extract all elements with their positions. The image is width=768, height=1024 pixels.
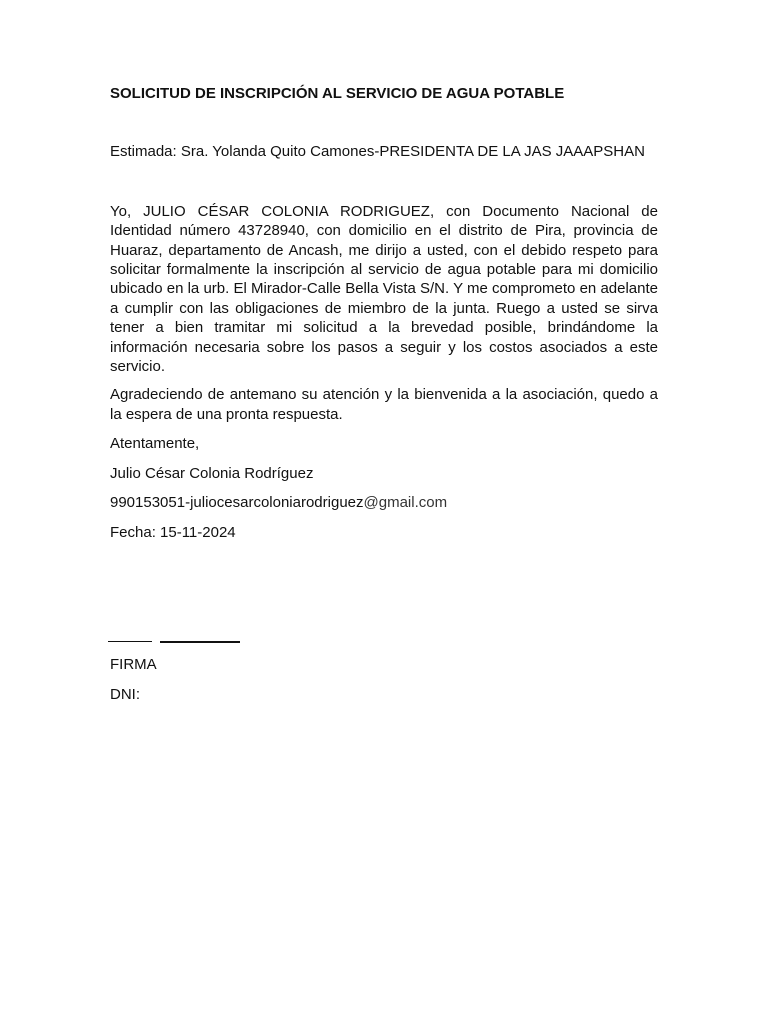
signature-line-segment (108, 641, 152, 642)
sender-name: Julio César Colonia Rodríguez (110, 464, 314, 482)
signature-line (108, 640, 240, 643)
signature-label: FIRMA (110, 656, 157, 673)
sign-off: Atentamente, (110, 435, 200, 453)
date-line: Fecha: 15-11-2024 (110, 523, 236, 541)
contact-line (110, 493, 658, 512)
closing-paragraph: Agradeciendo de antemano su atención y la bienvenida a la asociación, quedo a la espera de una pronta respuesta. (110, 386, 658, 423)
greeting: Estimada: Sra. Yolanda Quito Camones-PRESIDENTA DE LA JAS JAAAPSHAN (110, 143, 645, 161)
letter-content (110, 84, 658, 552)
signature-block (108, 640, 308, 643)
contact-user: 990153051-juliocesarcoloniarodriguez (110, 494, 364, 512)
contact-domain: @gmail.com (363, 494, 448, 512)
body-paragraph: Yo, JULIO CÉSAR COLONIA RODRIGUEZ, con Documento Nacional de Identidad número 43728940, con domicilio en el distrito de Pira, provincia de Huaraz, departamento de Ancash, me dirijo a usted, con el debido respeto para solicitar formalmente la inscripción al servicio de agua potable para mi domicilio ubicado en la urb. El Mirador-Calle Bella Vista S/N. Y me comprometo en adelante a cumplir con las obligaciones de miembro de la junta. Ruego a usted se sirva tener a bien tramitar mi solicitud a la brevedad posible, brindándome la información necesaria sobre los pasos a seguir y los costos asociados a este servicio. (110, 202, 658, 376)
signature-line-segment (160, 641, 240, 643)
dni-label: DNI: (110, 686, 140, 703)
document-title: SOLICITUD DE INSCRIPCIÓN AL SERVICIO DE AGUA POTABLE (110, 85, 565, 102)
